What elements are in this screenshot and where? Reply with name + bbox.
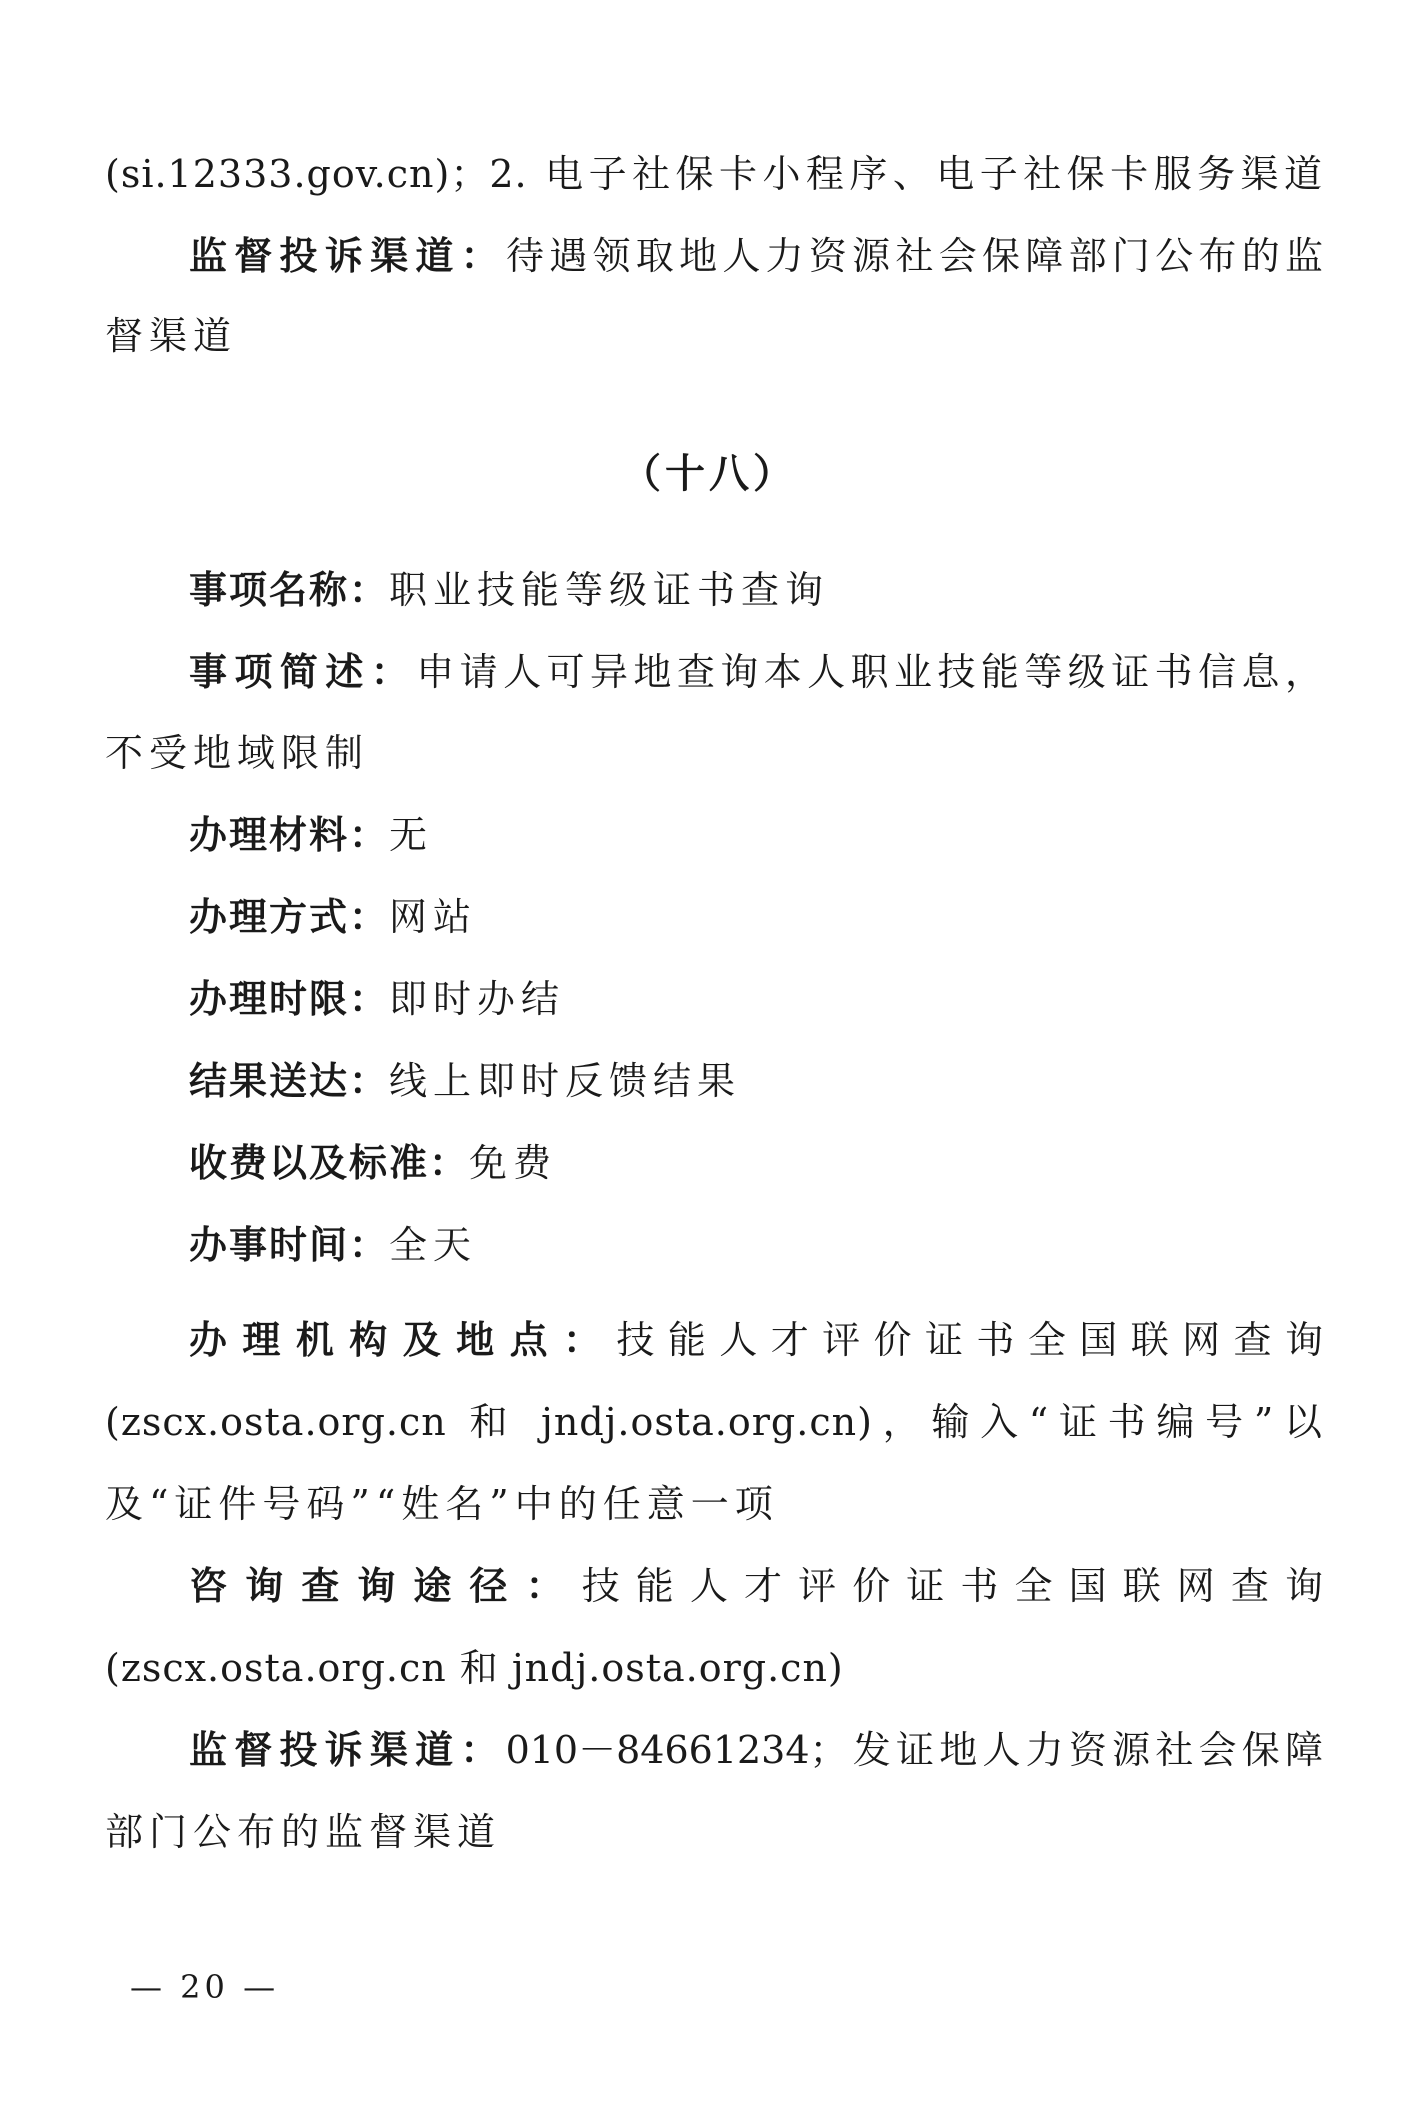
- field-label: 事项简述：: [189, 650, 417, 694]
- fee-row: [189, 1139, 1323, 1187]
- supervision-row-prev-cont: [105, 312, 1323, 360]
- page-number: — 20 —: [130, 1968, 280, 2006]
- agency-location-cont2: [105, 1480, 1323, 1528]
- field-value: (zscx.osta.org.cn 和 jndj.osta.org.cn): [105, 1646, 844, 1690]
- item-description-row: [189, 648, 1323, 696]
- field-label: 办理时限：: [189, 977, 390, 1021]
- field-value: 网站: [389, 895, 478, 939]
- materials-row: [189, 811, 1323, 859]
- office-hours-row: [189, 1221, 1323, 1269]
- field-value: 部门公布的监督渠道: [105, 1810, 502, 1854]
- continuation-line: [105, 150, 1323, 198]
- field-label: 办理机构及地点：: [189, 1318, 617, 1362]
- method-row: [189, 893, 1323, 941]
- field-value: 职业技能等级证书查询: [389, 568, 830, 612]
- supervision-row-prev: [189, 232, 1323, 280]
- field-value: 督渠道: [105, 314, 238, 358]
- supervision-cont: [105, 1808, 1323, 1856]
- time-limit-row: [189, 975, 1323, 1023]
- agency-location-cont: [105, 1398, 1323, 1446]
- field-label: 监督投诉渠道：: [189, 1728, 506, 1772]
- field-value: 免费: [469, 1141, 558, 1185]
- field-label: 办理材料：: [189, 813, 390, 857]
- field-value: 待遇领取地人力资源社会保障部门公布的监: [505, 234, 1323, 278]
- field-value: 无: [389, 813, 434, 857]
- field-value: (zscx.osta.org.cn 和 jndj.osta.org.cn)，输入“证书编号”以: [105, 1400, 1323, 1444]
- inquiry-channel-cont: [105, 1644, 1323, 1692]
- field-label: 监督投诉渠道：: [189, 234, 506, 278]
- field-label: 结果送达：: [189, 1059, 390, 1103]
- field-value: 申请人可异地查询本人职业技能等级证书信息，: [416, 650, 1323, 694]
- field-value: 技能人才评价证书全国联网查询: [616, 1318, 1323, 1362]
- field-value: 010－84661234；发证地人力资源社会保障: [505, 1728, 1323, 1772]
- field-label: 咨询查询途径：: [189, 1564, 582, 1608]
- field-value: 不受地域限制: [105, 731, 370, 775]
- agency-location-row: [189, 1316, 1323, 1364]
- field-label: 事项名称：: [189, 568, 390, 612]
- service-channel-text: (si.12333.gov.cn)；2. 电子社保卡小程序、电子社保卡服务渠道: [105, 152, 1323, 196]
- field-label: 办事时间：: [189, 1223, 390, 1267]
- field-label: 收费以及标准：: [189, 1141, 470, 1185]
- section-heading: （十八）: [621, 451, 797, 497]
- supervision-row: [189, 1726, 1323, 1774]
- field-value: 技能人才评价证书全国联网查询: [581, 1564, 1323, 1608]
- field-value: 全天: [389, 1223, 478, 1267]
- field-label: 办理方式：: [189, 895, 390, 939]
- item-description-cont: [105, 729, 1323, 777]
- field-value: 线上即时反馈结果: [389, 1059, 742, 1103]
- item-name-row: [189, 566, 1323, 614]
- inquiry-channel-row: [189, 1562, 1323, 1610]
- field-value: 即时办结: [389, 977, 566, 1021]
- field-value: 及“证件号码”“姓名”中的任意一项: [105, 1482, 779, 1526]
- result-delivery-row: [189, 1057, 1323, 1105]
